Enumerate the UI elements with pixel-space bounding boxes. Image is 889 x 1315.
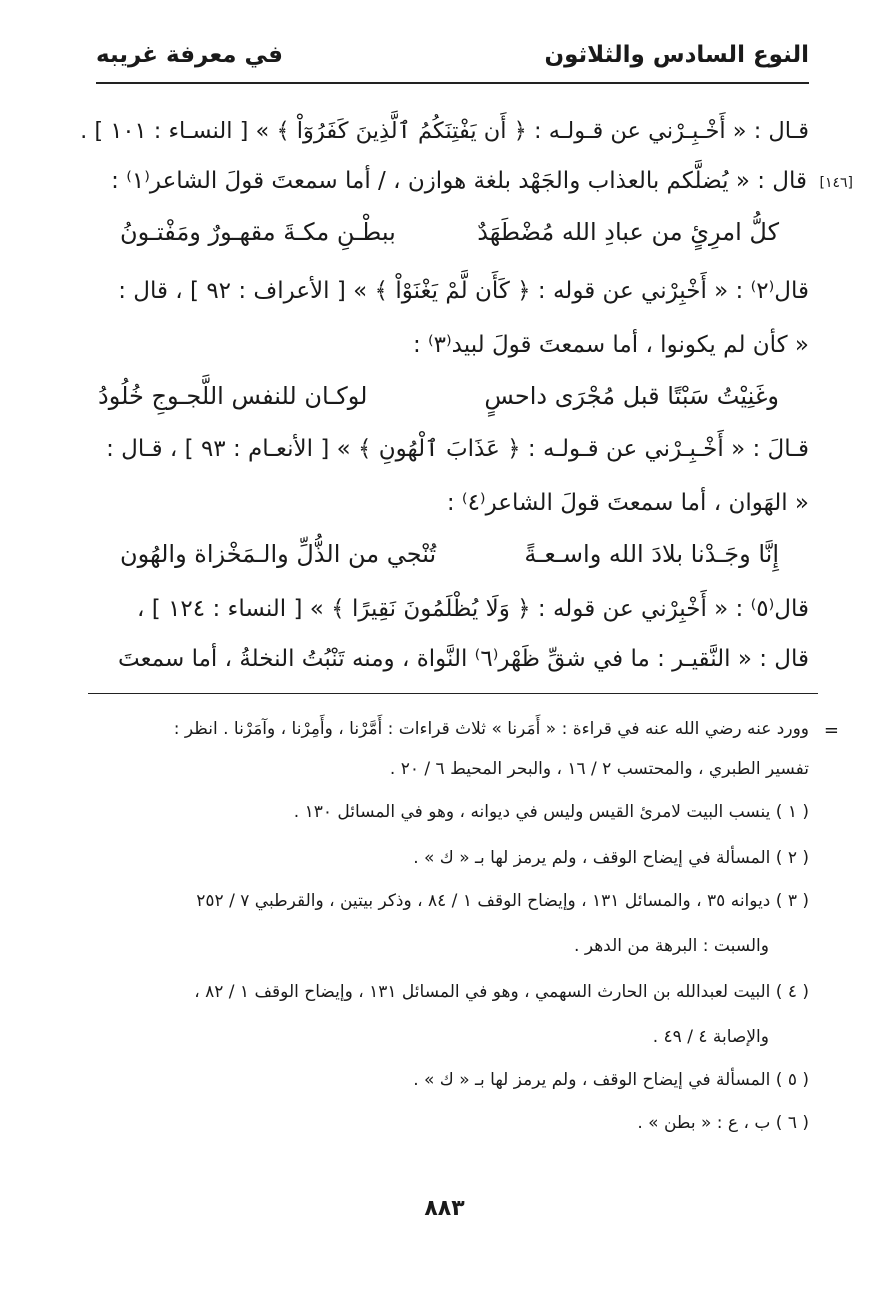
text-line-1: قـال : « أَخْـبِـرْني عن قـولـه : ﴿ أَن يَفْتِنَكُمُ ٱلَّذِينَ كَفَرُوٓاْ ﴾ » [ النسـاء : ١٠١ ] . xyxy=(80,118,809,144)
footnote-3-continued: والسبت : البرهة من الدهر . xyxy=(574,936,769,956)
verse-3-second-hemistich: تُنْجي من الذُّلِّ والـمَخْزاة والهُون xyxy=(120,540,437,568)
chapter-title: النوع السادس والثلاثون xyxy=(544,42,809,68)
verse-3-first-hemistich: إِنَّا وجَـدْنا بلادَ الله واسـعـةً xyxy=(524,540,779,568)
verse-1-second-hemistich: ببطْـنِ مكـةَ مقهـورٌ ومَفْتـونُ xyxy=(120,218,396,246)
verse-2-first-hemistich: وغَنِيْتُ سَبْتًا قبل مُجْرَى داحسٍ xyxy=(484,382,779,410)
page-number: ٨٨٣ xyxy=(424,1196,465,1221)
footnote-3: ( ٣ ) ديوانه ٣٥ ، والمسائل ١٣١ ، وإيضاح الوقف ١ / ٨٤ ، وذكر بيتين ، والقرطبي ٧ / ٢٥٢ xyxy=(196,891,809,911)
text-line-7: قال⁽٥⁾ : « أَخْبِرْني عن قوله : ﴿ وَلَا يُظْلَمُونَ نَقِيرًا ﴾ » [ النساء : ١٢٤ ] ، xyxy=(137,596,809,622)
verse-3 xyxy=(0,536,889,576)
text-line-8: قال : « النَّقيـر : ما في شقِّ ظَهْر⁽٦⁾ النَّواة ، ومنه تَنْبُتُ النخلةُ ، أما سمعتَ xyxy=(118,646,809,672)
text-line-6: « الهَوان ، أما سمعتَ قولَ الشاعر⁽٤⁾ : xyxy=(446,490,809,516)
section-title: في معرفة غريبه xyxy=(96,42,283,68)
text-line-3: قال⁽٢⁾ : « أَخْبِرْني عن قوله : ﴿ كَأَن لَّمْ يَغْنَوْاْ ﴾ » [ الأعراف : ٩٢ ] ، قال : xyxy=(118,278,809,304)
footnote-6: ( ٦ ) ب ، ع : « بطن » . xyxy=(637,1113,809,1133)
running-header xyxy=(96,42,809,84)
footnote-continuation-mark: = xyxy=(823,720,839,741)
footnote-5: ( ٥ ) المسألة في إيضاح الوقف ، ولم يرمز لها بـ « ك » . xyxy=(413,1070,809,1090)
verse-1 xyxy=(0,214,889,254)
footnote-line-2: تفسير الطبري ، والمحتسب ٢ / ١٦ ، والبحر المحيط ٦ / ٢٠ . xyxy=(389,759,809,779)
verse-2-second-hemistich: لوكـان للنفس اللَّجـوجِ خُلُودُ xyxy=(98,382,368,410)
footnote-4: ( ٤ ) البيت لعبدالله بن الحارث السهمي ، وهو في المسائل ١٣١ ، وإيضاح الوقف ١ / ٨٢ ، xyxy=(194,982,809,1002)
verse-1-first-hemistich: كلُّ امرِئٍ من عبادِ الله مُضْطَهَدٌ xyxy=(477,218,779,246)
footnote-separator xyxy=(88,693,818,694)
footnote-line-1: وورد عنه رضي الله عنه في قراءة : « أَمَرنا » ثلاث قراءات : أَمَّرْنا ، وأَمِرْنا ، وآمَرْنا . انظر : xyxy=(173,719,809,739)
text-line-4: « كأن لم يكونوا ، أما سمعتَ قولَ لبيد⁽٣⁾ : xyxy=(412,332,809,358)
footnote-4-continued: والإصابة ٤ / ٤٩ . xyxy=(652,1027,769,1047)
footnote-1: ( ١ ) ينسب البيت لامرئ القيس وليس في ديوانه ، وهو في المسائل ١٣٠ . xyxy=(293,802,809,822)
text-line-5: قـالَ : « أَخْـبِـرْني عن قـولـه : ﴿ عَذَابَ ٱلْهُونِ ﴾ » [ الأنعـام : ٩٣ ] ، قـال : xyxy=(106,436,809,462)
verse-2 xyxy=(0,378,889,418)
margin-manuscript-number: [١٤٦] xyxy=(819,175,853,191)
text-line-2: قال : « يُضلَّكم بالعذاب والجَهْد بلغة هوازن ، / أما سمعتَ قولَ الشاعر⁽١⁾ : xyxy=(111,168,807,194)
footnote-2: ( ٢ ) المسألة في إيضاح الوقف ، ولم يرمز لها بـ « ك » . xyxy=(413,848,809,868)
